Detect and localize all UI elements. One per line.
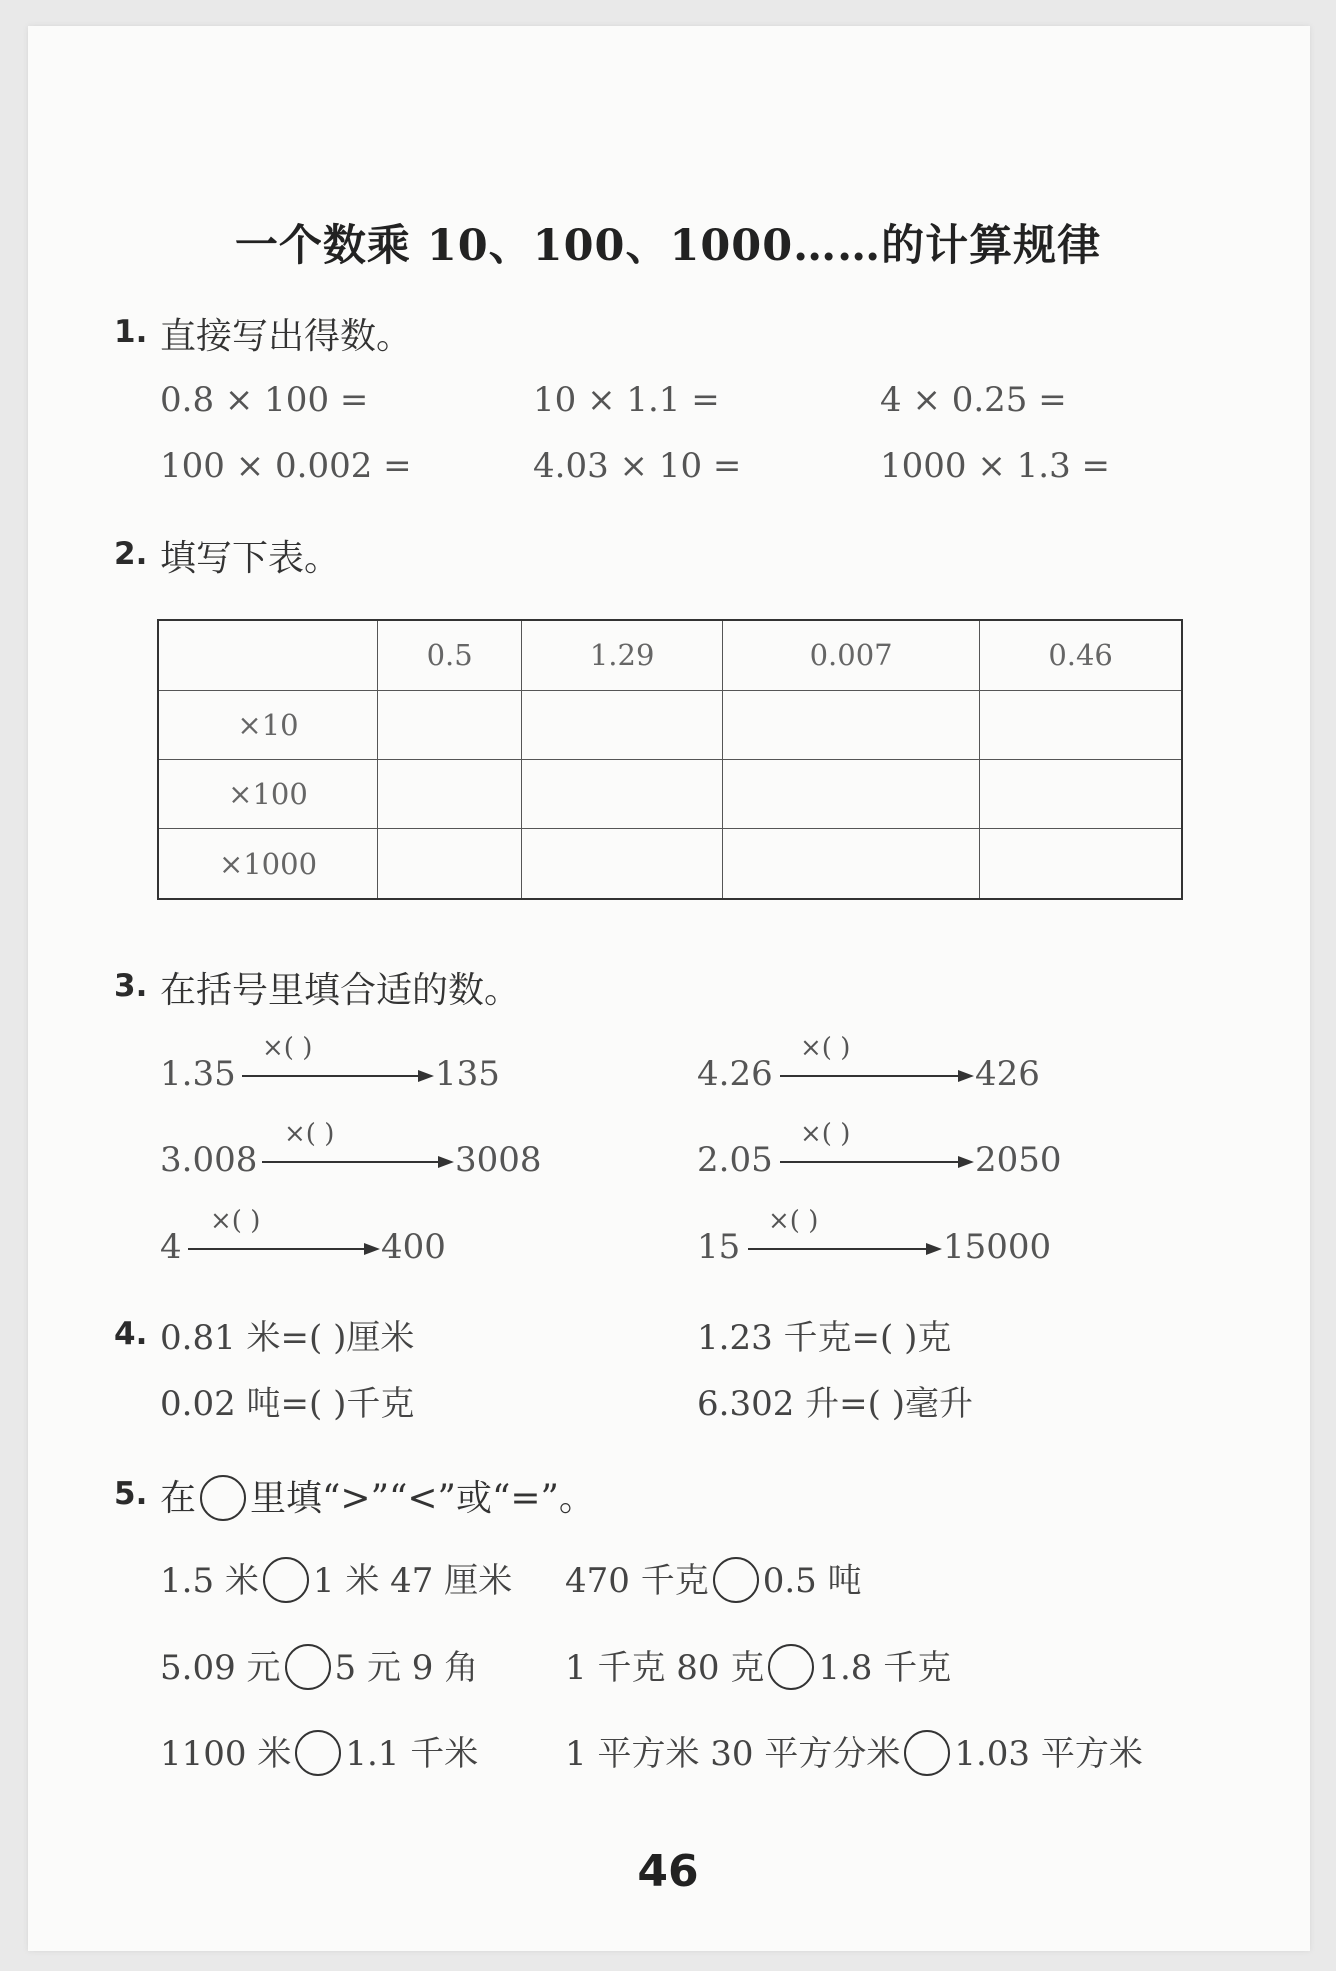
answer-cell[interactable]	[522, 759, 723, 828]
arrow-start-value: 2.05	[697, 1140, 773, 1180]
compare-circle[interactable]	[768, 1644, 814, 1690]
q1-instruction: 直接写出得数。	[160, 316, 413, 357]
compare-item	[565, 1726, 1143, 1779]
q5-instruction-after: 里填“>”“<”或“=”。	[250, 1478, 595, 1519]
compare-right: 5 元 9 角	[334, 1648, 479, 1688]
arrowhead-icon	[926, 1243, 942, 1255]
compare-right: 1.1 千米	[345, 1734, 479, 1774]
q2-number: 2.	[114, 536, 148, 572]
table-row	[158, 690, 1182, 759]
page-number: 46	[637, 1846, 699, 1897]
arrow-line	[242, 1075, 418, 1077]
q1-item: 0.8 × 100 =	[160, 380, 369, 420]
compare-circle[interactable]	[285, 1644, 331, 1690]
conversion-item[interactable]: 1.23 千克=( )克	[697, 1318, 952, 1358]
arrowhead-icon	[418, 1070, 434, 1082]
table-row-label: ×100	[158, 759, 378, 828]
compare-right: 0.5 吨	[762, 1561, 862, 1601]
arrowhead-icon	[958, 1156, 974, 1168]
table-row	[158, 829, 1182, 899]
compare-left: 5.09 元	[160, 1648, 281, 1688]
compare-right: 1.03 平方米	[954, 1734, 1143, 1774]
q5-number: 5.	[114, 1476, 148, 1512]
q1-item: 100 × 0.002 =	[160, 446, 412, 486]
table-row-label: ×1000	[158, 829, 378, 899]
q1-item: 1000 × 1.3 =	[880, 446, 1110, 486]
answer-cell[interactable]	[378, 829, 522, 899]
answer-cell[interactable]	[522, 829, 723, 899]
q1-item: 4 × 0.25 =	[880, 380, 1067, 420]
table-corner-cell	[158, 620, 378, 690]
arrow-label[interactable]: ×( )	[800, 1119, 851, 1149]
arrow-line	[262, 1161, 438, 1163]
circle-icon	[200, 1475, 246, 1521]
table-header-row	[158, 620, 1182, 690]
arrow-label[interactable]: ×( )	[800, 1033, 851, 1063]
table-row	[158, 759, 1182, 828]
compare-circle[interactable]	[263, 1557, 309, 1603]
arrow-label[interactable]: ×( )	[210, 1206, 261, 1236]
q3-number: 3.	[114, 968, 148, 1004]
answer-cell[interactable]	[522, 690, 723, 759]
arrowhead-icon	[958, 1070, 974, 1082]
conversion-item[interactable]: 0.02 吨=( )千克	[160, 1384, 415, 1424]
table-row-label: ×10	[158, 690, 378, 759]
compare-item	[565, 1553, 862, 1606]
q1-item: 10 × 1.1 =	[533, 380, 720, 420]
table-header-cell: 0.007	[722, 620, 979, 690]
compare-circle[interactable]	[713, 1557, 759, 1603]
q1-item: 4.03 × 10 =	[533, 446, 742, 486]
answer-cell[interactable]	[722, 829, 979, 899]
arrow-label[interactable]: ×( )	[768, 1206, 819, 1236]
q5-instruction	[160, 1470, 595, 1524]
answer-cell[interactable]	[722, 759, 979, 828]
arrow-end-value: 15000	[943, 1227, 1052, 1267]
compare-left: 1.5 米	[160, 1561, 259, 1601]
compare-circle[interactable]	[295, 1730, 341, 1776]
table-header-cell: 0.46	[980, 620, 1182, 690]
arrow-line	[780, 1075, 958, 1077]
answer-cell[interactable]	[980, 829, 1182, 899]
q2-instruction: 填写下表。	[160, 538, 341, 579]
compare-left: 470 千克	[565, 1561, 709, 1601]
arrow-end-value: 135	[435, 1054, 500, 1094]
arrow-start-value: 15	[697, 1227, 741, 1267]
arrowhead-icon	[364, 1243, 380, 1255]
conversion-item[interactable]: 6.302 升=( )毫升	[697, 1384, 973, 1424]
arrow-line	[188, 1248, 364, 1250]
arrow-line	[748, 1248, 926, 1250]
arrow-end-value: 2050	[975, 1140, 1062, 1180]
compare-left: 1100 米	[160, 1734, 292, 1774]
arrow-start-value: 4	[160, 1227, 182, 1267]
arrow-end-value: 400	[381, 1227, 446, 1267]
answer-cell[interactable]	[378, 759, 522, 828]
arrow-end-value: 426	[975, 1054, 1040, 1094]
arrow-start-value: 3.008	[160, 1140, 258, 1180]
arrow-start-value: 4.26	[697, 1054, 773, 1094]
answer-cell[interactable]	[980, 759, 1182, 828]
conversion-item[interactable]: 0.81 米=( )厘米	[160, 1318, 415, 1358]
answer-cell[interactable]	[980, 690, 1182, 759]
page-title: 一个数乘 10、100、1000……的计算规律	[234, 221, 1102, 271]
compare-item	[160, 1726, 478, 1779]
table-header-cell: 0.5	[378, 620, 522, 690]
table-header-cell: 1.29	[522, 620, 723, 690]
compare-item	[565, 1640, 951, 1693]
arrow-label[interactable]: ×( )	[284, 1119, 335, 1149]
arrow-start-value: 1.35	[160, 1054, 236, 1094]
arrowhead-icon	[438, 1156, 454, 1168]
answer-cell[interactable]	[722, 690, 979, 759]
compare-item	[160, 1640, 478, 1693]
arrow-end-value: 3008	[455, 1140, 542, 1180]
answer-cell[interactable]	[378, 690, 522, 759]
compare-left: 1 千克 80 克	[565, 1648, 765, 1688]
q5-instruction-before: 在	[160, 1478, 197, 1519]
arrow-label[interactable]: ×( )	[262, 1033, 313, 1063]
compare-right: 1 米 47 厘米	[312, 1561, 513, 1601]
q3-instruction: 在括号里填合适的数。	[160, 970, 521, 1011]
compare-left: 1 平方米 30 平方分米	[565, 1734, 901, 1774]
compare-right: 1.8 千克	[818, 1648, 952, 1688]
q4-number: 4.	[114, 1316, 148, 1352]
compare-circle[interactable]	[904, 1730, 950, 1776]
arrow-line	[780, 1161, 958, 1163]
q1-number: 1.	[114, 314, 148, 350]
compare-item	[160, 1553, 512, 1606]
multiplication-table	[157, 619, 1183, 900]
